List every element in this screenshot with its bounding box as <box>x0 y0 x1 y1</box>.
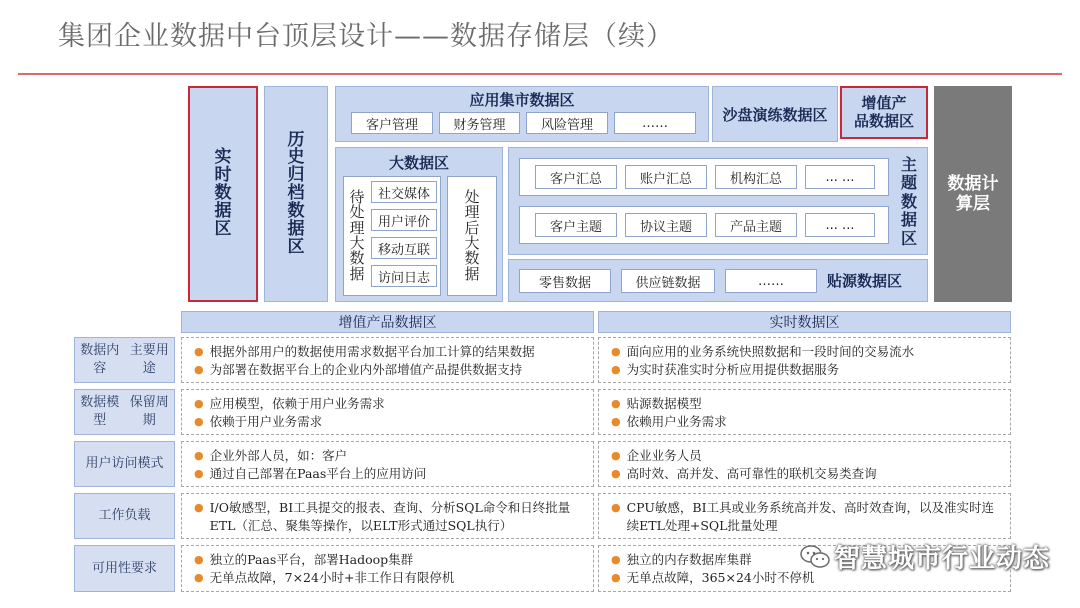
history-zone-char: 据 <box>287 218 305 239</box>
table-cell-right <box>598 337 1011 383</box>
subject-row <box>519 158 889 196</box>
history-zone <box>264 86 328 302</box>
big-data-item: 用户评价 <box>371 209 437 231</box>
processed-big-data-char: 数 <box>464 249 480 268</box>
value-added-label: 增值产 <box>861 94 907 113</box>
bullet-dot-icon: ● <box>194 467 204 480</box>
source-zone-label: 贴源数据区 <box>827 272 903 290</box>
subject-zone-char: 主 <box>900 155 917 175</box>
bullet-text: 为部署在数据平台上的企业内外部增值产品提供数据支持 <box>209 362 523 377</box>
bullet-item <box>611 413 1002 431</box>
realtime-zone-char: 实 <box>214 147 232 168</box>
bullet-dot-icon: ● <box>611 345 621 358</box>
history-zone-char: 史 <box>287 147 305 168</box>
source-item: …… <box>725 269 817 293</box>
wechat-icon <box>800 544 830 570</box>
big-data-title: 大数据区 <box>388 154 449 172</box>
realtime-zone-char: 据 <box>214 200 232 221</box>
history-zone-char: 数 <box>287 200 305 221</box>
bullet-dot-icon: ● <box>194 553 204 566</box>
subject-zone-char: 区 <box>900 228 917 248</box>
subject-item: 客户汇总 <box>535 165 617 189</box>
bullet-item <box>194 361 585 379</box>
watermark <box>800 538 1050 575</box>
table-cell-right <box>598 441 1011 487</box>
table-cell-right <box>598 389 1011 435</box>
row-label <box>74 545 175 592</box>
bullet-item <box>611 465 1002 483</box>
bullet-dot-icon: ● <box>611 363 621 376</box>
table-cell-left <box>181 441 594 487</box>
bullet-item <box>194 413 585 431</box>
row-label <box>74 493 175 539</box>
bullet-dot-icon: ● <box>611 415 621 428</box>
bullet-text: 无单点故障，7×24小时+非工作日有限停机 <box>209 570 455 585</box>
bullet-text: 通过自己部署在Paas平台上的应用访问 <box>209 466 427 481</box>
pending-group <box>343 176 441 296</box>
pending-big-data-label <box>346 181 368 291</box>
bullet-dot-icon: ● <box>194 449 204 462</box>
bullet-item <box>194 395 585 413</box>
bullet-dot-icon: ● <box>611 397 621 410</box>
bullet-dot-icon: ● <box>611 553 621 566</box>
bullet-text: I/O敏感型，BI工具提交的报表、查询、分析SQL命令和日终批量ETL（汇总、聚集等操作，以ELT形式通过SQL执行） <box>209 500 571 533</box>
column-header-realtime: 实时数据区 <box>598 311 1011 333</box>
subject-zone-label <box>895 152 923 252</box>
bullet-item <box>611 361 1002 379</box>
title-divider <box>18 73 1062 75</box>
table-cell-right <box>598 493 1011 539</box>
bullet-text: CPU敏感，BI工具或业务系统高并发、高时效查询，以及准实时连续ETL处理+SQL批量处理 <box>626 500 995 533</box>
bullet-dot-icon: ● <box>194 363 204 376</box>
row-label <box>74 389 175 435</box>
app-mart-item: 风险管理 <box>526 112 608 134</box>
bullet-text: 贴源数据模型 <box>626 396 702 411</box>
bullet-dot-icon: ● <box>611 467 621 480</box>
bullet-dot-icon: ● <box>194 501 204 514</box>
row-label-line: 用户 <box>85 456 112 472</box>
bullet-item <box>194 447 585 465</box>
history-zone-char: 区 <box>287 236 305 257</box>
page-title: 集团企业数据中台顶层设计——数据存储层（续） <box>58 21 674 52</box>
bullet-dot-icon: ● <box>611 449 621 462</box>
bullet-item <box>611 447 1002 465</box>
bullet-text: 为实时获准实时分析应用提供数据服务 <box>626 362 840 377</box>
realtime-zone-char: 时 <box>214 165 232 186</box>
row-label-line: 保留周期 <box>129 395 169 428</box>
bullet-item <box>611 343 1002 361</box>
subject-item: 客户主题 <box>535 213 617 237</box>
big-data-zone <box>335 147 503 302</box>
processed-big-data-char: 大 <box>464 234 480 252</box>
subject-item: ... ... <box>805 165 875 189</box>
table-cell-left <box>181 493 594 539</box>
app-mart-title: 应用集市数据区 <box>469 91 575 109</box>
pending-big-data-char: 据 <box>349 264 365 283</box>
compute-layer <box>934 86 1012 302</box>
pending-big-data-char: 大 <box>349 234 365 252</box>
bullet-dot-icon: ● <box>611 571 621 584</box>
bullet-text: 无单点故障，365×24小时不停机 <box>626 570 815 585</box>
row-label-line: 数据内容 <box>80 343 120 376</box>
bullet-item <box>194 499 585 535</box>
bullet-item <box>611 499 1002 535</box>
bullet-text: 面向应用的业务系统快照数据和一段时间的交易流水 <box>626 344 915 359</box>
bullet-item <box>194 569 585 587</box>
app-mart-item: …… <box>614 112 696 134</box>
bullet-item <box>194 551 585 569</box>
pending-big-data-char: 处 <box>349 203 365 222</box>
source-item: 零售数据 <box>519 269 611 293</box>
bullet-dot-icon: ● <box>194 345 204 358</box>
history-zone-label <box>287 129 305 257</box>
watermark-text: 智慧城市行业动态 <box>833 544 1050 574</box>
bullet-text: 根据外部用户的数据使用需求数据平台加工计算的结果数据 <box>209 344 535 359</box>
row-label-line: 工作负载 <box>98 508 151 524</box>
column-header-value-added: 增值产品数据区 <box>181 311 594 333</box>
pending-big-data-char: 数 <box>349 249 365 268</box>
history-zone-char: 归 <box>287 165 305 186</box>
row-label-line: 可用性要求 <box>91 560 157 576</box>
subject-zone-char: 数 <box>900 191 917 211</box>
bullet-text: 企业外部人员，如：客户 <box>209 448 348 463</box>
bullet-dot-icon: ● <box>194 397 204 410</box>
row-label-line: 访问模式 <box>111 456 164 472</box>
pending-big-data-char: 待 <box>349 188 365 207</box>
value-added-zone <box>840 86 928 139</box>
big-data-item: 移动互联 <box>371 237 437 259</box>
source-zone <box>508 259 928 302</box>
source-item: 供应链数据 <box>621 269 715 293</box>
processed-big-data-char: 据 <box>464 264 480 283</box>
processed-big-data-char: 后 <box>464 218 480 237</box>
value-added-label: 品数据区 <box>853 111 914 130</box>
bullet-item <box>611 395 1002 413</box>
subject-zone-char: 据 <box>900 210 917 230</box>
realtime-zone-char: 区 <box>214 218 232 239</box>
bullet-text: 独立的Paas平台，部署Hadoop集群 <box>209 552 414 567</box>
subject-item: 产品主题 <box>715 213 797 237</box>
bullet-text: 企业业务人员 <box>626 448 702 463</box>
subject-item: 机构汇总 <box>715 165 797 189</box>
row-label <box>74 441 175 487</box>
subject-item: 协议主题 <box>625 213 707 237</box>
big-data-item: 访问日志 <box>371 265 437 287</box>
big-data-item: 社交媒体 <box>371 181 437 203</box>
realtime-zone-char: 数 <box>214 183 232 204</box>
bullet-text: 依赖用户业务需求 <box>626 414 727 429</box>
table-cell-left <box>181 389 594 435</box>
row-label <box>74 337 175 383</box>
row-label-line: 主要用途 <box>129 343 169 376</box>
subject-item: ... ... <box>805 213 875 237</box>
bullet-dot-icon: ● <box>611 501 621 514</box>
subject-row <box>519 206 889 244</box>
sandbox-label: 沙盘演练数据区 <box>722 105 828 124</box>
bullet-dot-icon: ● <box>194 571 204 584</box>
bullet-text: 独立的内存数据库集群 <box>626 552 752 567</box>
bullet-item <box>194 465 585 483</box>
pending-big-data-char: 理 <box>349 218 365 237</box>
history-zone-char: 档 <box>287 183 305 204</box>
realtime-zone-label <box>215 149 232 238</box>
bullet-text: 高时效、高并发、高可靠性的联机交易类查询 <box>626 466 877 481</box>
compute-layer-label: 算层 <box>956 194 990 214</box>
subject-zone-char: 题 <box>900 173 917 193</box>
realtime-zone <box>188 86 258 302</box>
sandbox-zone <box>712 86 838 142</box>
app-mart-item: 客户管理 <box>351 112 433 134</box>
compute-layer-label: 数据计 <box>947 173 999 194</box>
processed-big-data-label <box>447 176 497 296</box>
table-cell-left <box>181 545 594 592</box>
processed-big-data-char: 处 <box>464 188 480 207</box>
table-cell-left <box>181 337 594 383</box>
app-mart-item: 财务管理 <box>439 112 520 134</box>
app-mart-zone <box>335 86 709 142</box>
bullet-dot-icon: ● <box>194 415 204 428</box>
history-zone-char: 历 <box>287 129 305 150</box>
processed-big-data-char: 理 <box>464 203 480 222</box>
subject-item: 账户汇总 <box>625 165 707 189</box>
bullet-text: 应用模型，依赖于用户业务需求 <box>209 396 385 411</box>
bullet-text: 依赖于用户业务需求 <box>209 414 323 429</box>
bullet-item <box>194 343 585 361</box>
subject-zone <box>508 147 928 255</box>
row-label-line: 数据模型 <box>80 395 120 428</box>
